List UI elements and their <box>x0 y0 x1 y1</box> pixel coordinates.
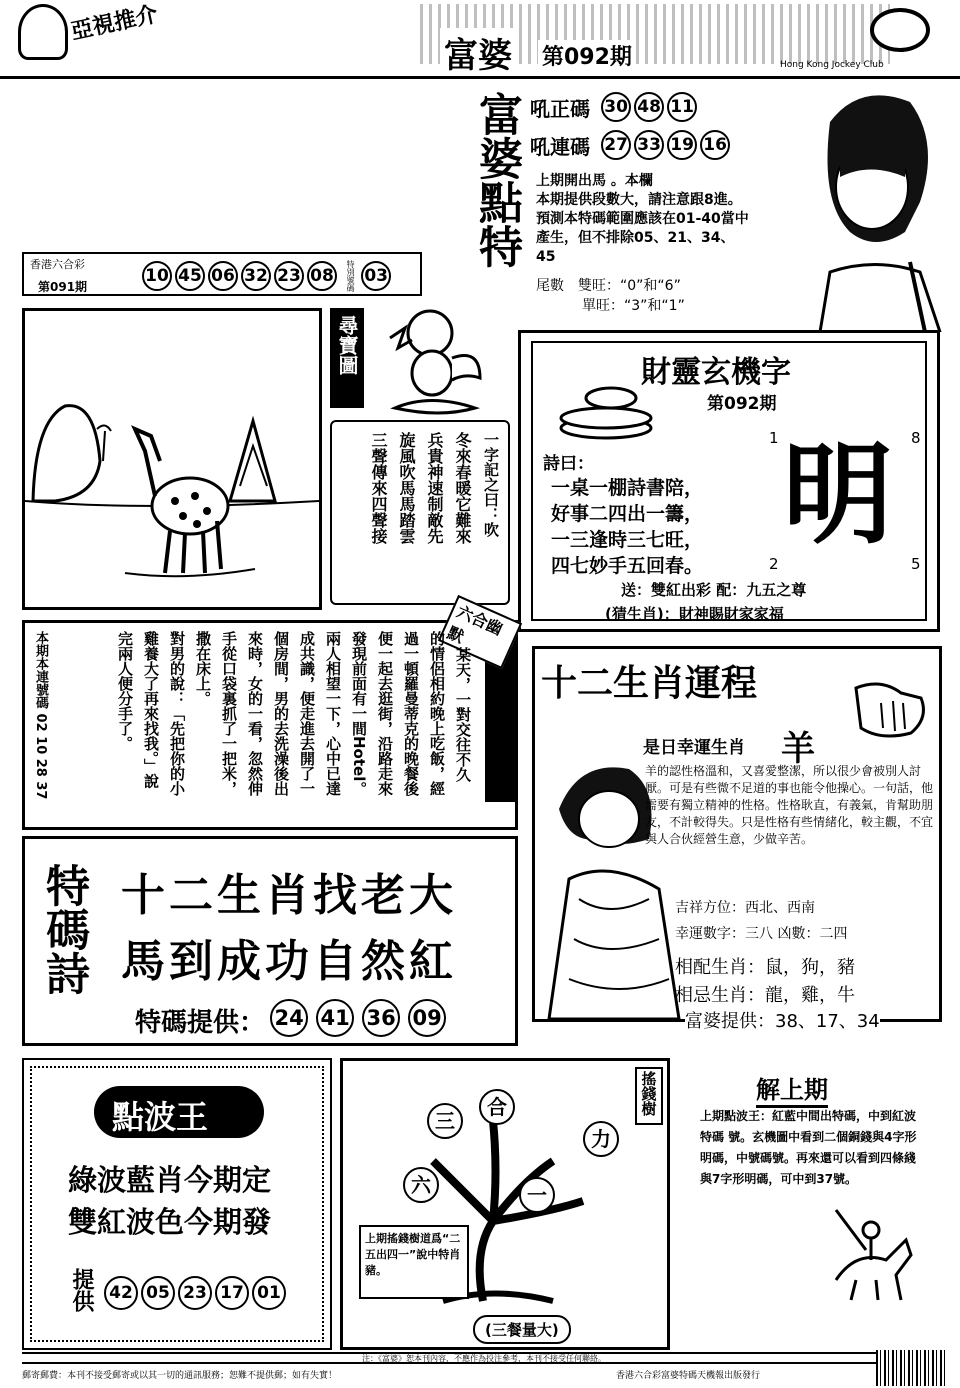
poem-provide-row <box>135 999 449 1039</box>
zodiac-direction: 吉祥方位：西北、西南 <box>675 900 815 916</box>
poem-line2: 馬到成功自然紅 <box>121 936 457 987</box>
footer-strip <box>22 1352 922 1364</box>
poem-provide-label: 特碼提供： <box>135 1008 266 1038</box>
tips-zheng-label: 吼正碼 <box>530 97 590 121</box>
story-box <box>22 601 518 830</box>
poem-line1: 十二生肖找老大 <box>121 870 457 921</box>
wave-number: 17 <box>215 1276 249 1310</box>
story-col: 個房間，男的去洗澡後出 <box>272 631 290 796</box>
logo-figure <box>18 4 68 60</box>
poem-number: 09 <box>408 999 446 1037</box>
zodiac-provided: 富婆提供：38、17、34 <box>685 1007 880 1033</box>
woman-photo <box>800 82 950 332</box>
footer-strip-text: 注：《富婆》恕本刊內容，不應作為投注參考，本刊不接受任何聯絡。 <box>362 1354 606 1363</box>
tips-tail <box>536 276 685 316</box>
caiji-corner-br: 5 <box>911 555 921 573</box>
caiji-corner-tl: 1 <box>769 429 779 447</box>
wave-line1: 綠波藍肖今期定 <box>68 1163 272 1197</box>
money-tree-note: 上期搖錢樹道爲“二五出四一”說中特肖豬。 <box>365 1232 461 1277</box>
caiji-big-char: 明 <box>783 431 893 559</box>
story-col: 對男的說：「先把你的小 <box>168 631 186 796</box>
caiji-title: 財靈玄機字 <box>641 355 791 390</box>
tips-line: 預測本特碼範圍應該在01-40當中 <box>536 211 749 227</box>
story-side-note: 本期本連號碼 02 10 28 37 <box>33 631 48 800</box>
treasure-map-picture <box>22 308 322 610</box>
last-issue-title: 解上期 <box>756 1070 828 1108</box>
money-tree-note-box <box>359 1225 469 1299</box>
zodiac-numbers: 幸運數字：三八 凶數：二四 <box>675 926 848 942</box>
last-result-bar <box>22 252 422 296</box>
caiji-poem-line: 好事二四出一籌， <box>551 503 704 525</box>
wave-provide-label: 提供 <box>69 1268 94 1312</box>
wave-number: 42 <box>104 1276 138 1310</box>
tips-zheng-number: 30 <box>601 92 631 122</box>
tips-tail-line1: 雙旺：“0”和“6” <box>578 278 681 294</box>
riddle-col: 冬來春暖它難來 <box>453 432 472 544</box>
result-number: 10 <box>142 261 172 291</box>
tips-line: 本期提供段數大，請注意跟8進。 <box>536 192 742 208</box>
money-tree-caption-box <box>473 1315 571 1344</box>
tips-lian-number: 27 <box>601 130 631 160</box>
money-tree-label-box <box>635 1067 663 1125</box>
tips-title: 富婆點特 <box>471 92 522 268</box>
result-number: 06 <box>208 261 238 291</box>
treasure-map-label-box <box>330 308 364 408</box>
special-number: 03 <box>361 261 391 291</box>
footer-right: 香港六合彩富婆特碼天機報出版發行 <box>616 1371 761 1381</box>
wave-number: 23 <box>178 1276 212 1310</box>
header-title: 富婆 <box>440 28 516 77</box>
jockey-club-logo <box>870 8 930 52</box>
tips-line: 產生，但不排除05、21、34、 <box>536 230 735 246</box>
last-result-label: 香港六合彩 <box>30 258 85 271</box>
caiji-send-line: 送：雙紅出彩 配：九五之尊 <box>621 581 807 599</box>
riddle-title: 一字記之曰：吹 <box>482 432 500 537</box>
header <box>0 0 960 80</box>
barcode <box>876 1350 948 1386</box>
caiji-corner-bl: 2 <box>769 555 779 573</box>
zodiac-lucky-animal: 羊 <box>781 729 815 769</box>
riddle-col: 三聲傳來四聲接 <box>369 432 388 544</box>
money-tree-caption: (三餐量大) <box>485 1321 559 1339</box>
header-issue: 第092期 <box>538 40 636 71</box>
wave-title: 點波王 <box>112 1098 209 1136</box>
tips-zheng-number: 11 <box>667 92 697 122</box>
result-number: 23 <box>274 261 304 291</box>
last-result-numbers <box>142 260 394 292</box>
zodiac-title: 十二生肖運程 <box>541 662 758 704</box>
last-issue-text: 上期點波王：紅藍中間出特碼，中到紅波特碼 號。玄機圖中看到二個銅錢與4字形明碼，中號碼號。再來還可以看到四條綫與7字形明碼，可中到37號。 <box>700 1109 917 1186</box>
caiji-poem-line: 四七妙手五回春。 <box>551 555 704 577</box>
money-tree-fruit: 六 <box>403 1167 439 1203</box>
tips-zheng-row <box>530 92 700 122</box>
last-issue-section <box>696 1070 936 1340</box>
poem-number: 24 <box>270 999 308 1037</box>
wave-box <box>22 1058 332 1350</box>
wave-number: 01 <box>252 1276 286 1310</box>
caiji-poem-line: 一三逢時三七旺， <box>551 529 704 551</box>
fist-icon <box>851 673 931 743</box>
tips-tail-line2: 單旺：“3”和“1” <box>582 298 685 314</box>
tips-line: 上期開出馬 。本欄 <box>536 173 653 189</box>
horse-rider-icon <box>816 1200 926 1310</box>
cupid-icon <box>380 298 490 418</box>
money-tree-fruit: 合 <box>479 1089 515 1125</box>
caiji-box <box>518 330 940 632</box>
coins-icon <box>551 373 661 443</box>
tips-zheng-number: 48 <box>634 92 664 122</box>
tips-lian-row <box>530 130 733 160</box>
story-col: 發現前面有一間Hotel。 <box>350 631 368 797</box>
last-result-issue: 第091期 <box>38 280 88 294</box>
wave-number: 05 <box>141 1276 175 1310</box>
treasure-map-label: 尋寶圖 <box>335 315 359 375</box>
poem-box <box>22 836 518 1046</box>
riddle-scroll <box>330 420 510 605</box>
story-col: 手從口袋裏抓了一把米， <box>220 631 238 796</box>
story-col: 便一起去逛街，沿路走來 <box>376 631 394 796</box>
tips-text <box>536 172 796 267</box>
tips-line: 45 <box>536 249 556 265</box>
caiji-poem <box>551 475 703 579</box>
story-col: 成共識，便走進去開了一 <box>298 631 316 796</box>
zodiac-clash: 相忌生肖：龍，雞，牛 <box>675 985 855 1006</box>
tips-lian-number: 19 <box>667 130 697 160</box>
story-col: 完兩人便分手了。 <box>116 631 134 751</box>
story-col: 撒在床上。 <box>194 631 212 706</box>
money-tree-box <box>340 1058 670 1350</box>
zodiac-lucky-label: 是日幸運生肖 <box>643 738 745 758</box>
wave-line2: 雙紅波色今期發 <box>68 1205 272 1239</box>
story-col: 兩人相望一下，心中已達 <box>324 631 342 796</box>
poem-number: 36 <box>362 999 400 1037</box>
caiji-poem-line: 一桌一棚詩書陪， <box>551 477 704 499</box>
footer-left: 郵寄郵費：本刊不接受郵寄或以其一切的通訊服務；恕難不提供郵；如有失實！ <box>22 1371 338 1381</box>
story-col: 過一頓羅曼蒂克的晚餐後 <box>402 631 420 796</box>
story-col: 雞養大了再來找我。」說 <box>142 631 160 789</box>
caiji-corner-tr: 8 <box>911 429 921 447</box>
story-col: 的情侶相約晚上吃飯，經 <box>428 631 446 796</box>
poem-label: 特碼詩 <box>38 863 89 995</box>
story-col: 某天，一對交往不久 <box>454 647 472 782</box>
zodiac-desc: 羊的認性格溫和，又喜愛整潔，所以很少會被別人討厭。可是有些微不足道的事也能令他操心。一句話，他需要有獨立精神的性格。性格耿直，有義氣，肯幫助朋友，不計較得失。只是性格有些情緒化，較主觀，不宜與人合伙經營生意，少做辛苦。 <box>645 764 934 846</box>
money-tree-fruit: 力 <box>583 1121 619 1157</box>
poem-number: 41 <box>316 999 354 1037</box>
money-tree-fruit: 一 <box>519 1177 555 1213</box>
zodiac-box <box>532 646 942 1032</box>
logo-text: 亞視推介 <box>68 1 161 45</box>
tips-tail-label: 尾數 <box>536 278 564 294</box>
result-number: 45 <box>175 261 205 291</box>
zodiac-match: 相配生肖：鼠，狗，豬 <box>675 957 855 978</box>
caiji-guess-line: (猜生肖)：財神賜財家家福 <box>605 605 784 623</box>
riddle-col: 旋風吹馬馬踏雲 <box>397 432 416 544</box>
result-number: 08 <box>307 261 337 291</box>
result-number: 32 <box>241 261 271 291</box>
money-tree-label: 搖錢樹 <box>639 1071 658 1116</box>
caiji-issue: 第092期 <box>707 394 777 414</box>
tips-lian-number: 33 <box>634 130 664 160</box>
riddle-col: 兵貴神速制敵先 <box>425 432 444 544</box>
caiji-poem-label: 詩曰： <box>543 454 594 474</box>
tips-lian-label: 吼連碼 <box>530 135 590 159</box>
story-col: 來時，女的一看，忽然伸 <box>246 631 264 796</box>
special-label: 特別號碼 <box>346 260 356 292</box>
tips-lian-number: 16 <box>700 130 730 160</box>
story-badge: 六合幽默 <box>438 595 522 669</box>
header-corner-text: Hong Kong Jockey Club <box>780 60 884 70</box>
wave-numbers <box>104 1276 289 1310</box>
header-divider <box>0 76 960 79</box>
money-tree-fruit: 三 <box>427 1103 463 1139</box>
